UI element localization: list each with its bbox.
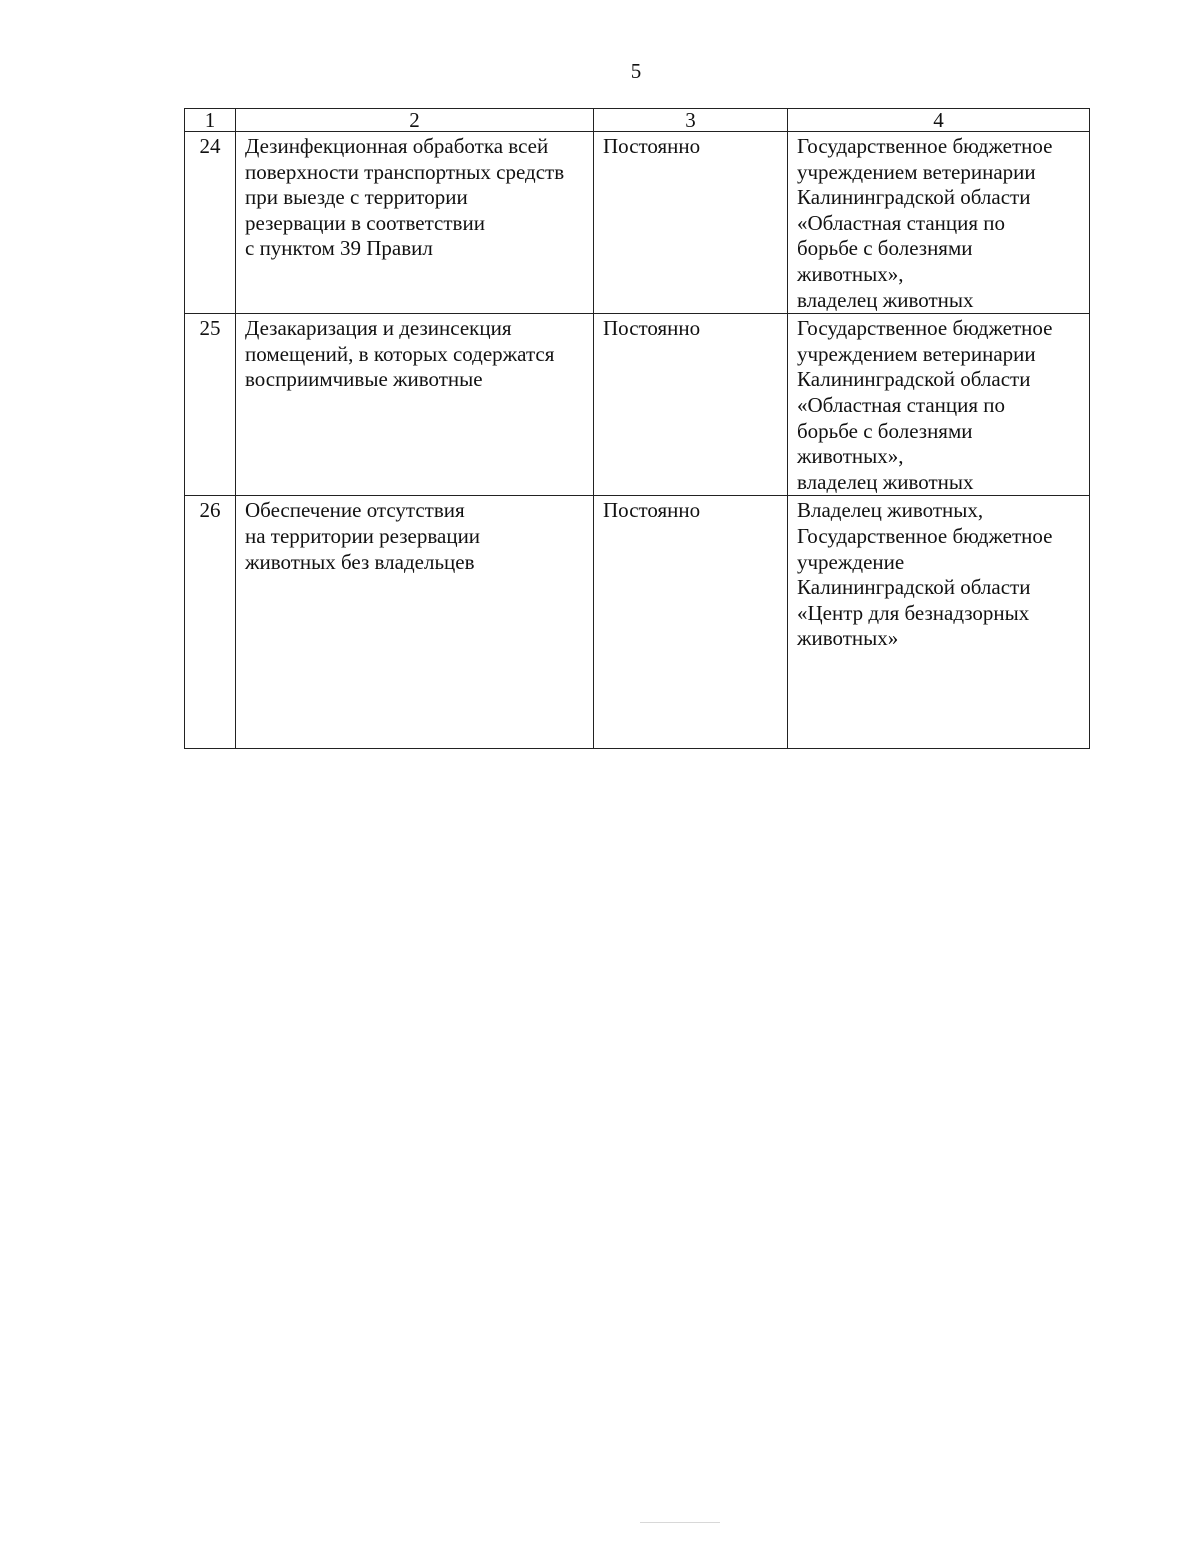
scan-artifact [640,1522,720,1523]
header-cell-1: 1 [185,109,236,132]
table-row [185,496,1090,749]
measure-cell: Дезинфекционная обработка всей поверхности транспортных средств при выезде с территории резервации в соответствии с пунктом 39 Правил [236,132,594,314]
responsible-cell: Государственное бюджетное учреждением ветеринарии Калининградской области «Областная станция по борьбе с болезнями животных», владелец животных [788,132,1090,314]
row-number: 24 [185,132,236,314]
table-row [185,314,1090,496]
measures-table [184,108,1090,749]
measure-cell: Дезакаризация и дезинсекция помещений, в которых содержатся восприимчивые животные [236,314,594,496]
header-cell-4: 4 [788,109,1090,132]
table-row [185,132,1090,314]
responsible-cell: Владелец животных, Государственное бюджетное учреждение Калининградской области «Центр для безнадзорных животных» [788,496,1090,749]
header-cell-3: 3 [594,109,788,132]
row-number: 26 [185,496,236,749]
measure-cell: Обеспечение отсутствия на территории резервации животных без владельцев [236,496,594,749]
row-number: 25 [185,314,236,496]
page-number: 5 [630,59,642,83]
term-cell: Постоянно [594,496,788,749]
header-cell-2: 2 [236,109,594,132]
term-cell: Постоянно [594,132,788,314]
table-header-row [185,109,1090,132]
term-cell: Постоянно [594,314,788,496]
responsible-cell: Государственное бюджетное учреждением ветеринарии Калининградской области «Областная станция по борьбе с болезнями животных», владелец животных [788,314,1090,496]
